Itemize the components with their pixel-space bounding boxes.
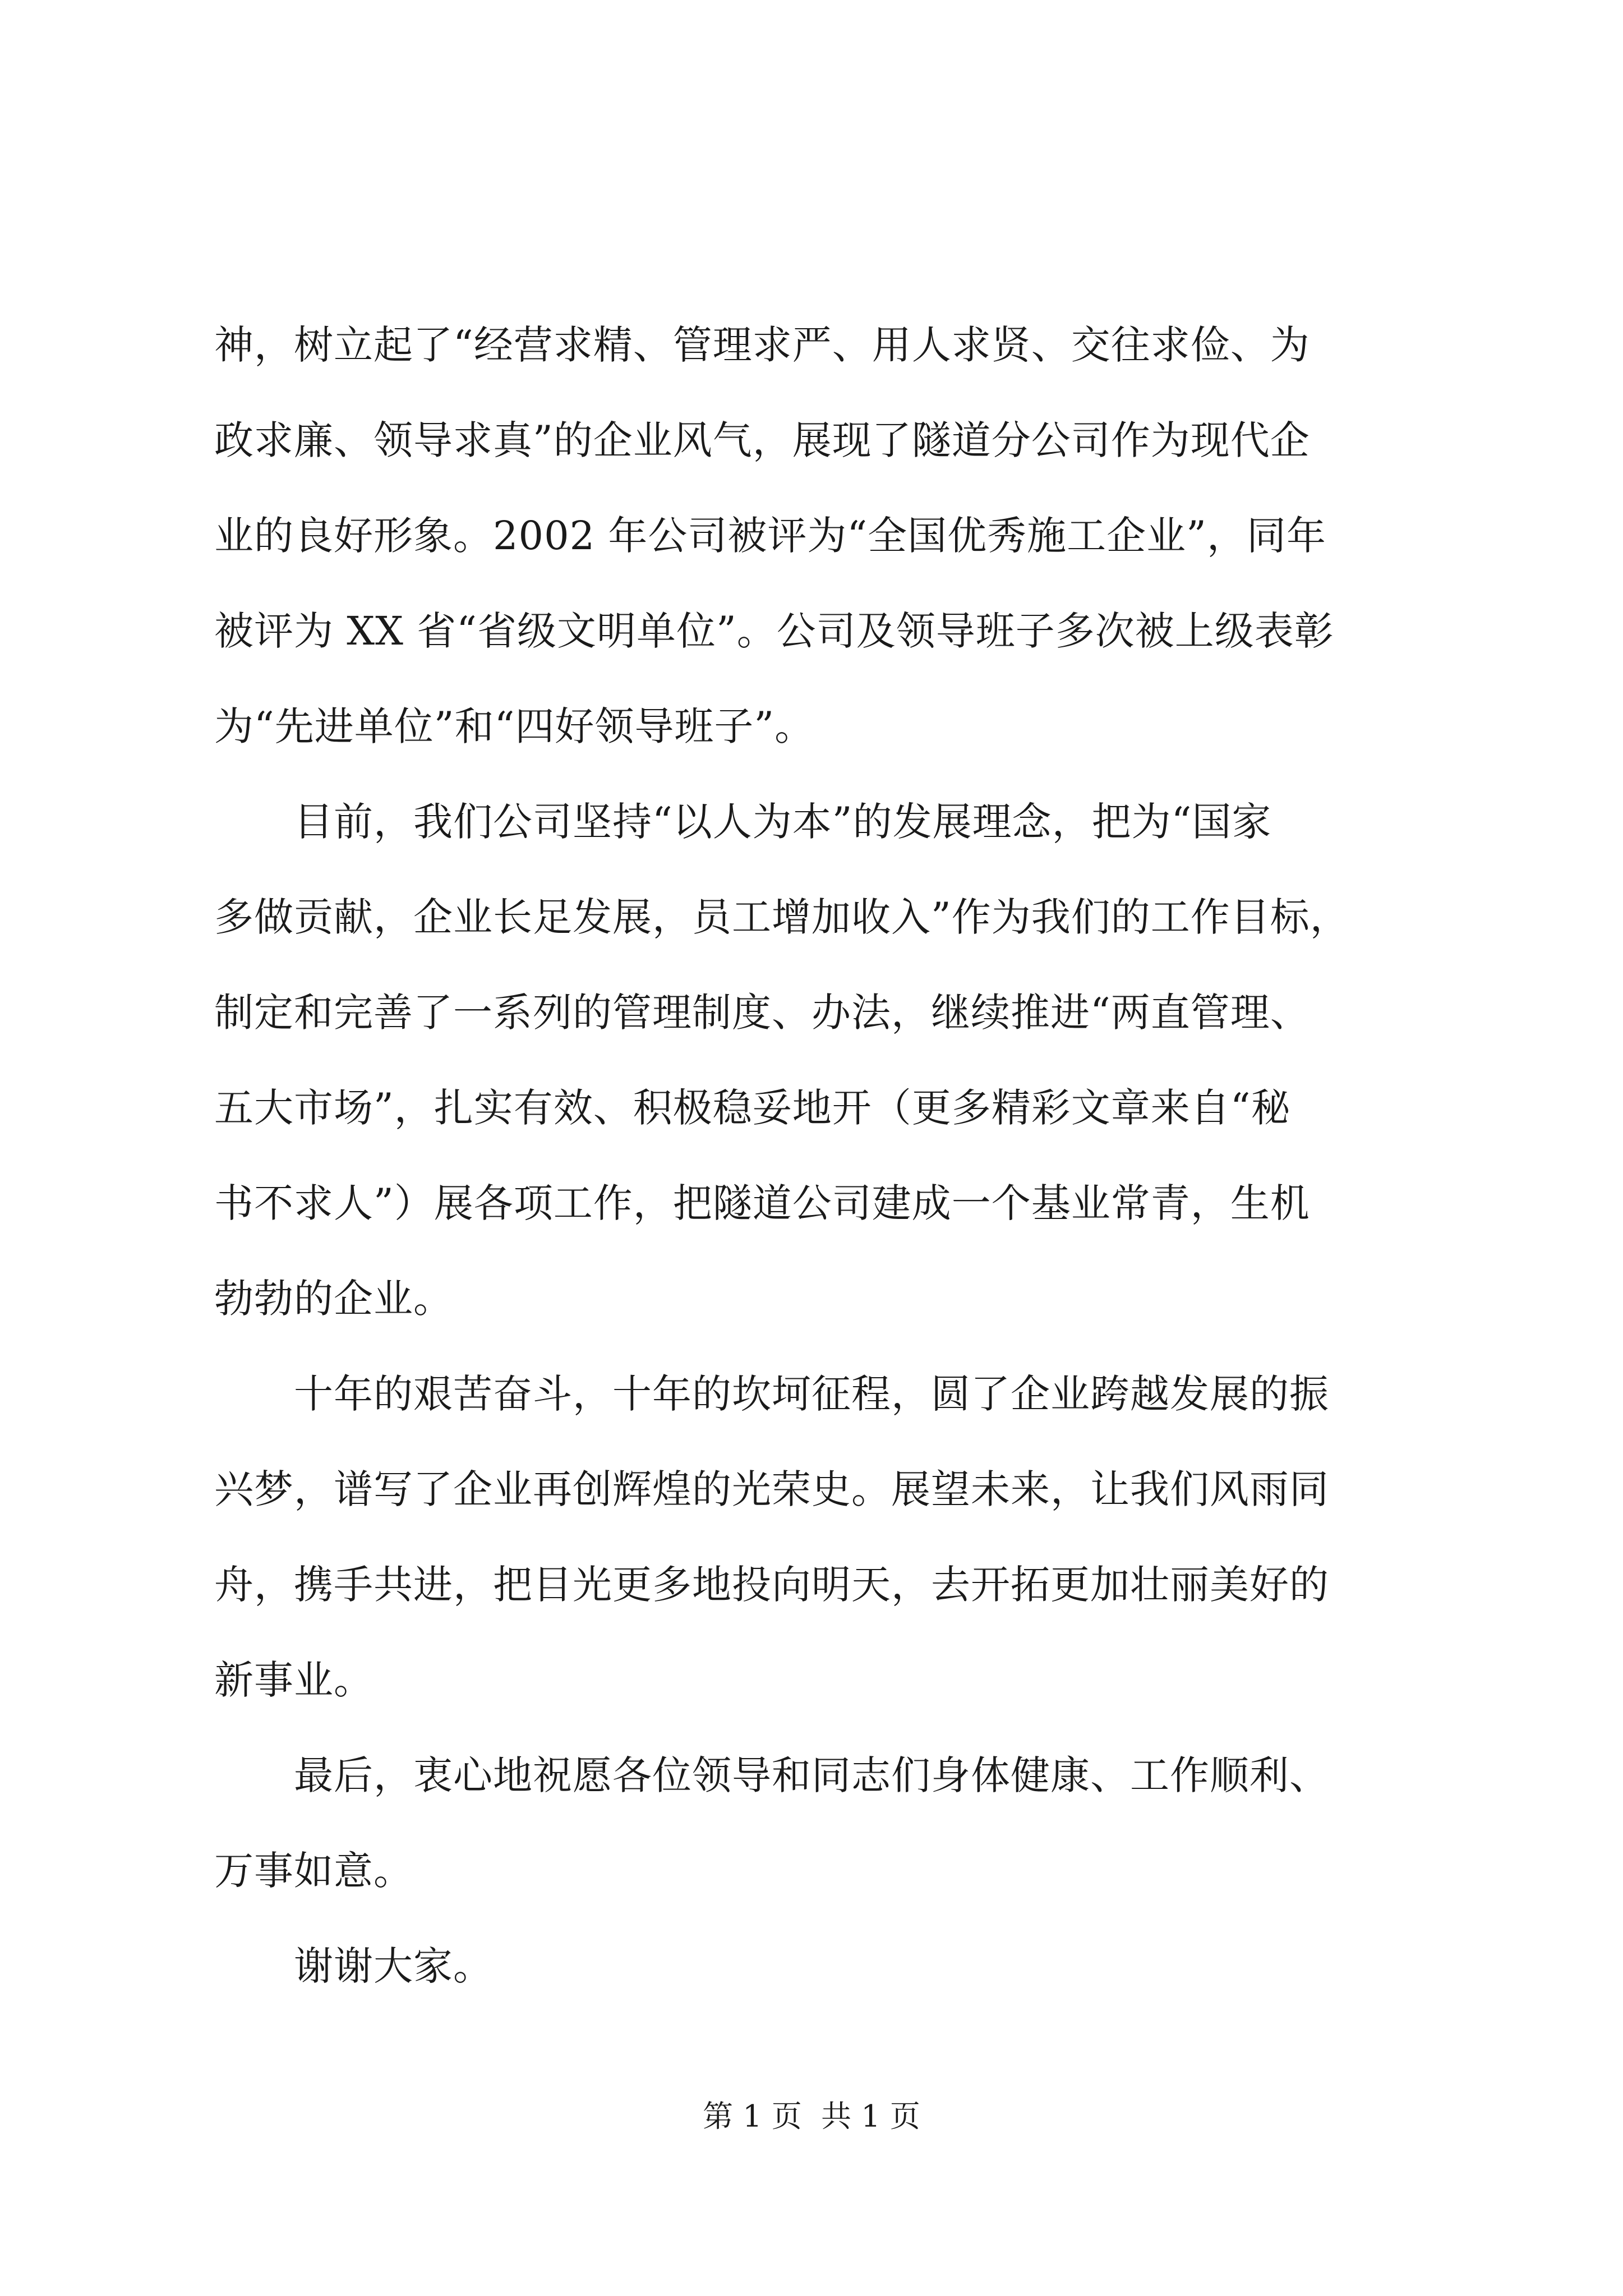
page-number-footer: 第 1 页 共 1 页 — [703, 2099, 920, 2134]
text-line: 制定和完善了一系列的管理制度、办法，继续推进“两直管理、 — [214, 990, 1310, 1036]
text-line: 新事业。 — [214, 1657, 374, 1703]
text-line: 目前，我们公司坚持“以人为本”的发展理念，把为“国家 — [214, 799, 1272, 845]
text-line: 政求廉、领导求真”的企业风气，展现了隧道分公司作为现代企 — [214, 417, 1310, 463]
text-line: 十年的艰苦奋斗，十年的坎坷征程，圆了企业跨越发展的振 — [214, 1371, 1329, 1417]
text-line: 兴梦，谱写了企业再创辉煌的光荣史。展望未来，让我们风雨同 — [214, 1466, 1329, 1512]
text-line: 勃勃的企业。 — [214, 1276, 453, 1322]
text-line: 为“先进单位”和“四好领导班子”。 — [214, 703, 815, 749]
text-line: 多做贡献，企业长足发展，员工增加收入”作为我们的工作目标， — [214, 894, 1350, 940]
text-line: 书不求人”）展各项工作，把隧道公司建成一个基业常青，生机 — [214, 1180, 1310, 1226]
text-line: 谢谢大家。 — [214, 1943, 493, 1989]
text-line: 业的良好形象。2002 年公司被评为“全国优秀施工企业”，同年 — [214, 513, 1326, 559]
text-line: 最后，衷心地祝愿各位领导和同志们身体健康、工作顺利、 — [214, 1752, 1329, 1798]
text-line: 被评为 XX 省“省级文明单位”。公司及领导班子多次被上级表彰 — [214, 608, 1334, 654]
text-line: 五大市场”，扎实有效、积极稳妥地开（更多精彩文章来自“秘 — [214, 1085, 1291, 1131]
text-line: 万事如意。 — [214, 1848, 413, 1894]
text-line: 舟，携手共进，把目光更多地投向明天，去开拓更加壮丽美好的 — [214, 1562, 1329, 1608]
body-text — [214, 297, 1420, 2014]
text-line: 神，树立起了“经营求精、管理求严、用人求贤、交往求俭、为 — [214, 322, 1310, 368]
